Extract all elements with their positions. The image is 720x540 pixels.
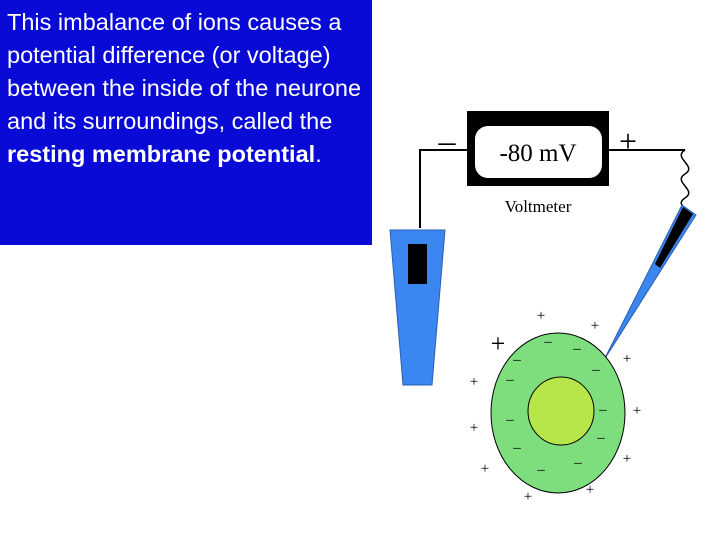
negative-charge-2: – (573, 341, 581, 357)
positive-terminal-sign: + (618, 123, 638, 159)
negative-charge-1: – (544, 334, 552, 350)
negative-charge-11: – (537, 462, 545, 478)
negative-charge-5: – (506, 372, 514, 388)
voltmeter-label: Voltmeter (504, 197, 572, 216)
voltmeter-reading: -80 mV (499, 140, 577, 167)
positive-charge-4: + (622, 351, 632, 367)
negative-charge-6: – (599, 402, 607, 418)
reference-electrode-contact (408, 244, 427, 284)
negative-wire (420, 150, 470, 228)
negative-charge-10: – (574, 455, 582, 471)
positive-charge-7: + (469, 420, 479, 436)
negative-charge-4: – (592, 362, 600, 378)
positive-charge-6: + (632, 403, 642, 419)
positive-charge-9: + (480, 461, 490, 477)
positive-charge-3: + (490, 329, 506, 358)
positive-charge-1: + (536, 308, 546, 324)
negative-charge-8: – (597, 430, 605, 446)
negative-charge-9: – (513, 440, 521, 456)
positive-charge-5: + (469, 374, 479, 390)
microelectrode-wire (655, 207, 693, 268)
positive-charge-8: + (622, 451, 632, 467)
positive-charge-11: + (585, 482, 595, 498)
explanation-text-end: . (315, 141, 322, 167)
negative-terminal-sign: – (438, 123, 456, 160)
key-term: resting membrane potential (7, 141, 316, 167)
negative-charge-7: – (506, 412, 514, 428)
positive-charge-10: + (523, 489, 533, 505)
negative-charge-3: – (513, 352, 521, 368)
positive-charge-2: + (590, 318, 600, 334)
explanation-text: This imbalance of ions causes a potential difference (or voltage) between the inside of the neurone and its surroundings, called the (7, 9, 362, 134)
neurone-nucleus (528, 377, 594, 445)
